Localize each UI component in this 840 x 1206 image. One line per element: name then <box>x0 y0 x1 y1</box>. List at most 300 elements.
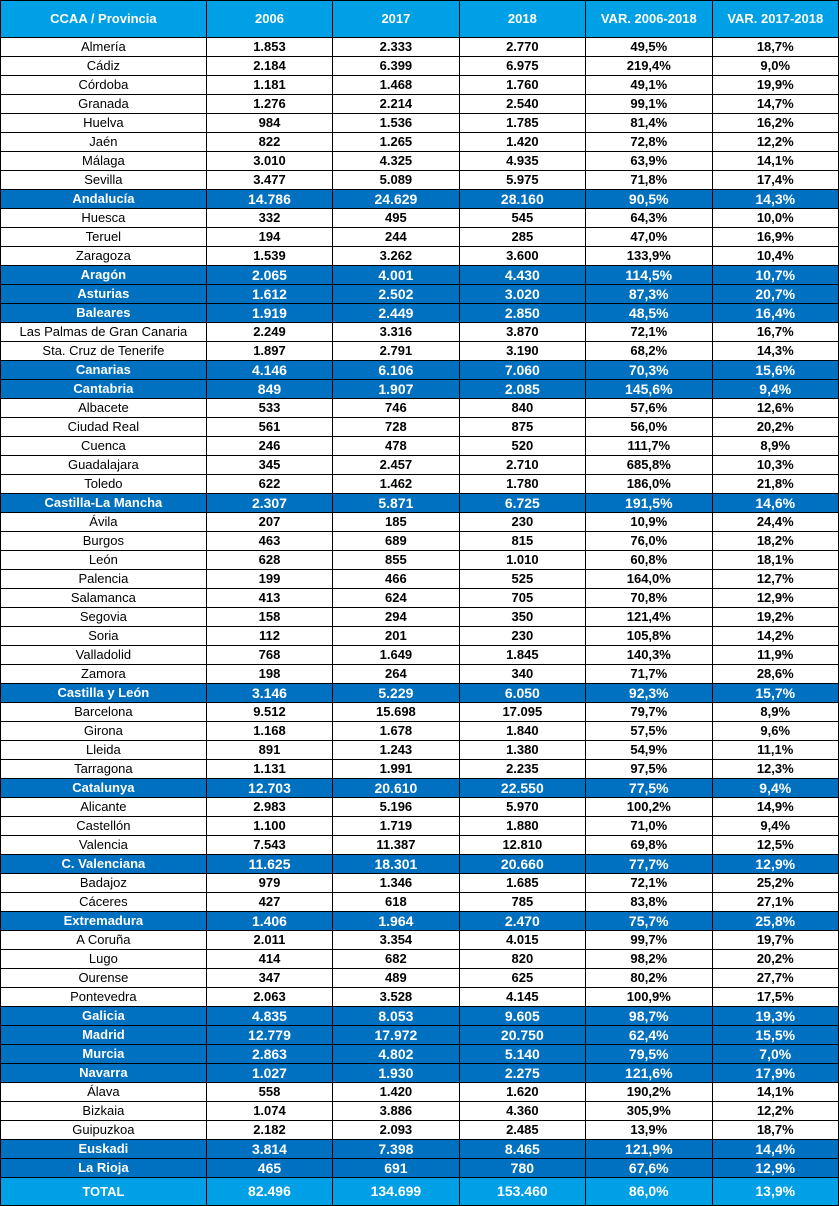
value-2006-cell: 158 <box>206 608 332 627</box>
var-2017-2018-cell: 27,1% <box>712 893 839 912</box>
name-cell: Zaragoza <box>1 247 207 266</box>
name-cell: Tarragona <box>1 760 207 779</box>
var-2017-2018-cell: 16,9% <box>712 228 839 247</box>
var-2006-2018-cell: 49,5% <box>586 38 712 57</box>
value-2017-cell: 2.791 <box>333 342 459 361</box>
var-2006-2018-cell: 99,7% <box>586 931 712 950</box>
table-row <box>1 133 839 152</box>
table-row <box>1 513 839 532</box>
ccaa-row <box>1 1026 839 1045</box>
ccaa-row <box>1 494 839 513</box>
value-2018-cell: 20.660 <box>459 855 585 874</box>
value-2006-cell: 533 <box>206 399 332 418</box>
var-2006-2018-cell: 62,4% <box>586 1026 712 1045</box>
var-2006-2018-cell: 80,2% <box>586 969 712 988</box>
name-cell: Galicia <box>1 1007 207 1026</box>
value-2006-cell: 2.011 <box>206 931 332 950</box>
var-2017-2018-cell: 14,7% <box>712 95 839 114</box>
var-2017-2018-cell: 10,0% <box>712 209 839 228</box>
var-2017-2018-cell: 20,2% <box>712 418 839 437</box>
var-2017-2018-cell: 20,7% <box>712 285 839 304</box>
value-2018-cell: 350 <box>459 608 585 627</box>
value-2017-cell: 489 <box>333 969 459 988</box>
name-cell: Cádiz <box>1 57 207 76</box>
value-2018-cell: 2.275 <box>459 1064 585 1083</box>
var-2006-2018-cell: 70,3% <box>586 361 712 380</box>
var-2017-2018-cell: 12,2% <box>712 1102 839 1121</box>
name-cell: Canarias <box>1 361 207 380</box>
value-2006-cell: 2.983 <box>206 798 332 817</box>
ccaa-row <box>1 1045 839 1064</box>
var-2017-2018-cell: 19,9% <box>712 76 839 95</box>
value-2006-cell: 1.897 <box>206 342 332 361</box>
value-2017-cell: 495 <box>333 209 459 228</box>
var-2006-2018-cell: 87,3% <box>586 285 712 304</box>
value-2006-cell: 2.863 <box>206 1045 332 1064</box>
value-2018-cell: 230 <box>459 513 585 532</box>
value-2017-cell: 855 <box>333 551 459 570</box>
value-2018-cell: 1.845 <box>459 646 585 665</box>
value-2006-cell: 2.184 <box>206 57 332 76</box>
value-2017-cell: 15.698 <box>333 703 459 722</box>
header-ccaa-provincia: CCAA / Provincia <box>1 1 207 38</box>
header-row <box>1 1 839 38</box>
var-2006-2018-cell: 54,9% <box>586 741 712 760</box>
value-2018-cell: 1.785 <box>459 114 585 133</box>
value-2017-cell: 5.871 <box>333 494 459 513</box>
var-2006-2018-cell: 67,6% <box>586 1159 712 1178</box>
value-2018-cell: 520 <box>459 437 585 456</box>
header-var-2017-2018: VAR. 2017-2018 <box>712 1 839 38</box>
var-2017-2018-cell: 14,4% <box>712 1140 839 1159</box>
table-row <box>1 76 839 95</box>
name-cell: Segovia <box>1 608 207 627</box>
value-2017-cell: 1.243 <box>333 741 459 760</box>
var-2006-2018-cell: 64,3% <box>586 209 712 228</box>
value-2018-cell: 4.430 <box>459 266 585 285</box>
var-2006-2018-cell: 99,1% <box>586 95 712 114</box>
value-2006-cell: 112 <box>206 627 332 646</box>
value-2017-cell: 2.502 <box>333 285 459 304</box>
var-2006-2018-cell: 70,8% <box>586 589 712 608</box>
value-2017-cell: 618 <box>333 893 459 912</box>
var-2017-2018-cell: 12,6% <box>712 399 839 418</box>
var-2017-2018-cell: 10,4% <box>712 247 839 266</box>
value-2018-cell: 1.840 <box>459 722 585 741</box>
table-row <box>1 931 839 950</box>
value-2006-cell: 979 <box>206 874 332 893</box>
value-2006-cell: 4.146 <box>206 361 332 380</box>
value-2018-cell: 1.880 <box>459 817 585 836</box>
name-cell: Palencia <box>1 570 207 589</box>
value-2018-cell: 3.020 <box>459 285 585 304</box>
value-2018-cell: 6.725 <box>459 494 585 513</box>
value-2018-cell: 22.550 <box>459 779 585 798</box>
value-2017-cell: 1.719 <box>333 817 459 836</box>
value-2017-cell: 294 <box>333 608 459 627</box>
value-2006-cell: 4.835 <box>206 1007 332 1026</box>
value-2006-cell: 558 <box>206 1083 332 1102</box>
var-2006-2018-cell: 98,7% <box>586 1007 712 1026</box>
ccaa-row <box>1 855 839 874</box>
table-row <box>1 456 839 475</box>
var-2006-2018-cell: 219,4% <box>586 57 712 76</box>
var-2006-2018-cell: 49,1% <box>586 76 712 95</box>
var-2006-2018-cell: 83,8% <box>586 893 712 912</box>
ccaa-row <box>1 361 839 380</box>
value-2017-cell: 1.346 <box>333 874 459 893</box>
name-cell: Euskadi <box>1 1140 207 1159</box>
value-2018-cell: 820 <box>459 950 585 969</box>
value-2006-cell: 427 <box>206 893 332 912</box>
var-2006-2018-cell: 133,9% <box>586 247 712 266</box>
table-row <box>1 665 839 684</box>
name-cell: Navarra <box>1 1064 207 1083</box>
name-cell: Alicante <box>1 798 207 817</box>
var-2017-2018-cell: 16,2% <box>712 114 839 133</box>
var-2006-2018-cell: 79,7% <box>586 703 712 722</box>
var-2017-2018-cell: 18,7% <box>712 1121 839 1140</box>
value-2018-cell: 2.470 <box>459 912 585 931</box>
value-2006-cell: 1.612 <box>206 285 332 304</box>
value-2018-cell: 1.620 <box>459 1083 585 1102</box>
value-2006-cell: 891 <box>206 741 332 760</box>
value-2018-cell: 3.600 <box>459 247 585 266</box>
value-2018-cell: 780 <box>459 1159 585 1178</box>
name-cell: Teruel <box>1 228 207 247</box>
value-2018-cell: 705 <box>459 589 585 608</box>
var-2006-2018-cell: 121,9% <box>586 1140 712 1159</box>
name-cell: León <box>1 551 207 570</box>
value-2018-cell: 12.810 <box>459 836 585 855</box>
var-2006-2018-cell: 79,5% <box>586 1045 712 1064</box>
name-cell: Asturias <box>1 285 207 304</box>
var-2006-2018-cell: 86,0% <box>586 1178 712 1206</box>
var-2006-2018-cell: 105,8% <box>586 627 712 646</box>
var-2017-2018-cell: 9,4% <box>712 380 839 399</box>
var-2006-2018-cell: 190,2% <box>586 1083 712 1102</box>
value-2017-cell: 2.214 <box>333 95 459 114</box>
header-2006: 2006 <box>206 1 332 38</box>
table-row <box>1 817 839 836</box>
value-2018-cell: 4.015 <box>459 931 585 950</box>
value-2017-cell: 2.093 <box>333 1121 459 1140</box>
value-2006-cell: 198 <box>206 665 332 684</box>
name-cell: Castilla-La Mancha <box>1 494 207 513</box>
var-2006-2018-cell: 121,4% <box>586 608 712 627</box>
name-cell: Aragón <box>1 266 207 285</box>
value-2006-cell: 347 <box>206 969 332 988</box>
name-cell: Cantabria <box>1 380 207 399</box>
value-2006-cell: 413 <box>206 589 332 608</box>
name-cell: Burgos <box>1 532 207 551</box>
var-2017-2018-cell: 14,3% <box>712 342 839 361</box>
value-2006-cell: 768 <box>206 646 332 665</box>
value-2006-cell: 12.779 <box>206 1026 332 1045</box>
value-2006-cell: 1.919 <box>206 304 332 323</box>
table-header <box>1 1 839 38</box>
table-row <box>1 608 839 627</box>
var-2006-2018-cell: 57,6% <box>586 399 712 418</box>
value-2017-cell: 20.610 <box>333 779 459 798</box>
value-2017-cell: 3.886 <box>333 1102 459 1121</box>
var-2017-2018-cell: 13,9% <box>712 1178 839 1206</box>
value-2018-cell: 340 <box>459 665 585 684</box>
name-cell: C. Valenciana <box>1 855 207 874</box>
table-row <box>1 1083 839 1102</box>
value-2006-cell: 7.543 <box>206 836 332 855</box>
var-2017-2018-cell: 14,1% <box>712 1083 839 1102</box>
var-2017-2018-cell: 16,7% <box>712 323 839 342</box>
value-2006-cell: 1.853 <box>206 38 332 57</box>
var-2017-2018-cell: 14,6% <box>712 494 839 513</box>
value-2018-cell: 1.010 <box>459 551 585 570</box>
name-cell: Ávila <box>1 513 207 532</box>
value-2018-cell: 285 <box>459 228 585 247</box>
value-2018-cell: 4.360 <box>459 1102 585 1121</box>
ccaa-row <box>1 684 839 703</box>
table-row <box>1 874 839 893</box>
value-2018-cell: 545 <box>459 209 585 228</box>
value-2017-cell: 6.399 <box>333 57 459 76</box>
var-2017-2018-cell: 11,1% <box>712 741 839 760</box>
var-2017-2018-cell: 18,2% <box>712 532 839 551</box>
var-2006-2018-cell: 71,8% <box>586 171 712 190</box>
value-2018-cell: 2.710 <box>459 456 585 475</box>
value-2018-cell: 8.465 <box>459 1140 585 1159</box>
table-body <box>1 38 839 1206</box>
name-cell: Guadalajara <box>1 456 207 475</box>
name-cell: Valladolid <box>1 646 207 665</box>
value-2006-cell: 246 <box>206 437 332 456</box>
value-2006-cell: 628 <box>206 551 332 570</box>
table-row <box>1 646 839 665</box>
name-cell: La Rioja <box>1 1159 207 1178</box>
value-2017-cell: 264 <box>333 665 459 684</box>
value-2018-cell: 1.760 <box>459 76 585 95</box>
var-2017-2018-cell: 9,0% <box>712 57 839 76</box>
var-2006-2018-cell: 97,5% <box>586 760 712 779</box>
name-cell: Albacete <box>1 399 207 418</box>
value-2006-cell: 822 <box>206 133 332 152</box>
var-2017-2018-cell: 9,4% <box>712 779 839 798</box>
var-2017-2018-cell: 21,8% <box>712 475 839 494</box>
name-cell: Guipuzkoa <box>1 1121 207 1140</box>
var-2006-2018-cell: 164,0% <box>586 570 712 589</box>
value-2017-cell: 1.964 <box>333 912 459 931</box>
ccaa-row <box>1 1007 839 1026</box>
name-cell: A Coruña <box>1 931 207 950</box>
table-row <box>1 627 839 646</box>
name-cell: Ciudad Real <box>1 418 207 437</box>
value-2006-cell: 11.625 <box>206 855 332 874</box>
ccaa-row <box>1 1140 839 1159</box>
var-2006-2018-cell: 145,6% <box>586 380 712 399</box>
value-2006-cell: 622 <box>206 475 332 494</box>
table-row <box>1 38 839 57</box>
ccaa-row <box>1 266 839 285</box>
var-2006-2018-cell: 98,2% <box>586 950 712 969</box>
ccaa-row <box>1 1064 839 1083</box>
value-2006-cell: 1.027 <box>206 1064 332 1083</box>
var-2017-2018-cell: 27,7% <box>712 969 839 988</box>
value-2006-cell: 1.276 <box>206 95 332 114</box>
header-2018: 2018 <box>459 1 585 38</box>
value-2017-cell: 728 <box>333 418 459 437</box>
value-2006-cell: 984 <box>206 114 332 133</box>
value-2018-cell: 5.140 <box>459 1045 585 1064</box>
value-2017-cell: 1.468 <box>333 76 459 95</box>
var-2006-2018-cell: 48,5% <box>586 304 712 323</box>
value-2017-cell: 624 <box>333 589 459 608</box>
var-2017-2018-cell: 20,2% <box>712 950 839 969</box>
value-2017-cell: 1.536 <box>333 114 459 133</box>
table-row <box>1 475 839 494</box>
var-2017-2018-cell: 15,6% <box>712 361 839 380</box>
ccaa-row <box>1 779 839 798</box>
name-cell: Baleares <box>1 304 207 323</box>
name-cell: Toledo <box>1 475 207 494</box>
value-2018-cell: 2.540 <box>459 95 585 114</box>
table-row <box>1 342 839 361</box>
table-row <box>1 418 839 437</box>
value-2018-cell: 840 <box>459 399 585 418</box>
name-cell: Andalucía <box>1 190 207 209</box>
value-2017-cell: 1.678 <box>333 722 459 741</box>
value-2017-cell: 244 <box>333 228 459 247</box>
table-row <box>1 760 839 779</box>
value-2017-cell: 691 <box>333 1159 459 1178</box>
var-2006-2018-cell: 60,8% <box>586 551 712 570</box>
var-2017-2018-cell: 16,4% <box>712 304 839 323</box>
name-cell: Castilla y León <box>1 684 207 703</box>
value-2018-cell: 875 <box>459 418 585 437</box>
name-cell: Sevilla <box>1 171 207 190</box>
name-cell: Almería <box>1 38 207 57</box>
var-2006-2018-cell: 72,1% <box>586 874 712 893</box>
value-2006-cell: 1.406 <box>206 912 332 931</box>
value-2017-cell: 3.354 <box>333 931 459 950</box>
value-2006-cell: 849 <box>206 380 332 399</box>
value-2018-cell: 625 <box>459 969 585 988</box>
var-2006-2018-cell: 100,9% <box>586 988 712 1007</box>
table-row <box>1 95 839 114</box>
table-row <box>1 722 839 741</box>
value-2006-cell: 3.477 <box>206 171 332 190</box>
value-2018-cell: 2.485 <box>459 1121 585 1140</box>
table-row <box>1 323 839 342</box>
value-2017-cell: 24.629 <box>333 190 459 209</box>
value-2018-cell: 5.975 <box>459 171 585 190</box>
value-2006-cell: 1.074 <box>206 1102 332 1121</box>
var-2017-2018-cell: 11,9% <box>712 646 839 665</box>
value-2006-cell: 561 <box>206 418 332 437</box>
name-cell: Salamanca <box>1 589 207 608</box>
value-2018-cell: 3.190 <box>459 342 585 361</box>
value-2017-cell: 7.398 <box>333 1140 459 1159</box>
value-2006-cell: 1.181 <box>206 76 332 95</box>
var-2006-2018-cell: 92,3% <box>586 684 712 703</box>
var-2017-2018-cell: 14,2% <box>712 627 839 646</box>
var-2017-2018-cell: 17,5% <box>712 988 839 1007</box>
var-2017-2018-cell: 8,9% <box>712 437 839 456</box>
value-2006-cell: 3.146 <box>206 684 332 703</box>
value-2006-cell: 1.131 <box>206 760 332 779</box>
ccaa-row <box>1 380 839 399</box>
var-2017-2018-cell: 25,8% <box>712 912 839 931</box>
value-2006-cell: 2.249 <box>206 323 332 342</box>
var-2006-2018-cell: 111,7% <box>586 437 712 456</box>
table-row <box>1 228 839 247</box>
var-2006-2018-cell: 63,9% <box>586 152 712 171</box>
var-2006-2018-cell: 100,2% <box>586 798 712 817</box>
table-row <box>1 114 839 133</box>
value-2018-cell: 525 <box>459 570 585 589</box>
value-2017-cell: 11.387 <box>333 836 459 855</box>
var-2006-2018-cell: 75,7% <box>586 912 712 931</box>
value-2017-cell: 2.457 <box>333 456 459 475</box>
var-2017-2018-cell: 10,7% <box>712 266 839 285</box>
table-row <box>1 247 839 266</box>
table-row <box>1 703 839 722</box>
var-2006-2018-cell: 305,9% <box>586 1102 712 1121</box>
var-2006-2018-cell: 69,8% <box>586 836 712 855</box>
name-cell: Badajoz <box>1 874 207 893</box>
value-2017-cell: 1.991 <box>333 760 459 779</box>
table-row <box>1 551 839 570</box>
value-2018-cell: 6.050 <box>459 684 585 703</box>
value-2006-cell: 82.496 <box>206 1178 332 1206</box>
table-row <box>1 399 839 418</box>
value-2017-cell: 5.089 <box>333 171 459 190</box>
name-cell: Granada <box>1 95 207 114</box>
var-2006-2018-cell: 77,5% <box>586 779 712 798</box>
var-2017-2018-cell: 12,9% <box>712 1159 839 1178</box>
name-cell: Huelva <box>1 114 207 133</box>
value-2018-cell: 4.935 <box>459 152 585 171</box>
table-row <box>1 741 839 760</box>
value-2006-cell: 465 <box>206 1159 332 1178</box>
var-2006-2018-cell: 71,7% <box>586 665 712 684</box>
value-2006-cell: 414 <box>206 950 332 969</box>
value-2018-cell: 153.460 <box>459 1178 585 1206</box>
name-cell: Málaga <box>1 152 207 171</box>
value-2018-cell: 17.095 <box>459 703 585 722</box>
value-2006-cell: 3.814 <box>206 1140 332 1159</box>
value-2006-cell: 2.065 <box>206 266 332 285</box>
header-2017: 2017 <box>333 1 459 38</box>
var-2006-2018-cell: 191,5% <box>586 494 712 513</box>
value-2017-cell: 746 <box>333 399 459 418</box>
var-2017-2018-cell: 12,5% <box>712 836 839 855</box>
value-2018-cell: 2.085 <box>459 380 585 399</box>
value-2018-cell: 2.850 <box>459 304 585 323</box>
name-cell: Pontevedra <box>1 988 207 1007</box>
var-2017-2018-cell: 12,3% <box>712 760 839 779</box>
var-2017-2018-cell: 15,7% <box>712 684 839 703</box>
var-2017-2018-cell: 19,3% <box>712 1007 839 1026</box>
var-2017-2018-cell: 18,1% <box>712 551 839 570</box>
value-2018-cell: 815 <box>459 532 585 551</box>
name-cell: Valencia <box>1 836 207 855</box>
value-2017-cell: 201 <box>333 627 459 646</box>
name-cell: Ourense <box>1 969 207 988</box>
name-cell: Catalunya <box>1 779 207 798</box>
ccaa-row <box>1 190 839 209</box>
name-cell: Las Palmas de Gran Canaria <box>1 323 207 342</box>
value-2017-cell: 3.528 <box>333 988 459 1007</box>
value-2006-cell: 207 <box>206 513 332 532</box>
